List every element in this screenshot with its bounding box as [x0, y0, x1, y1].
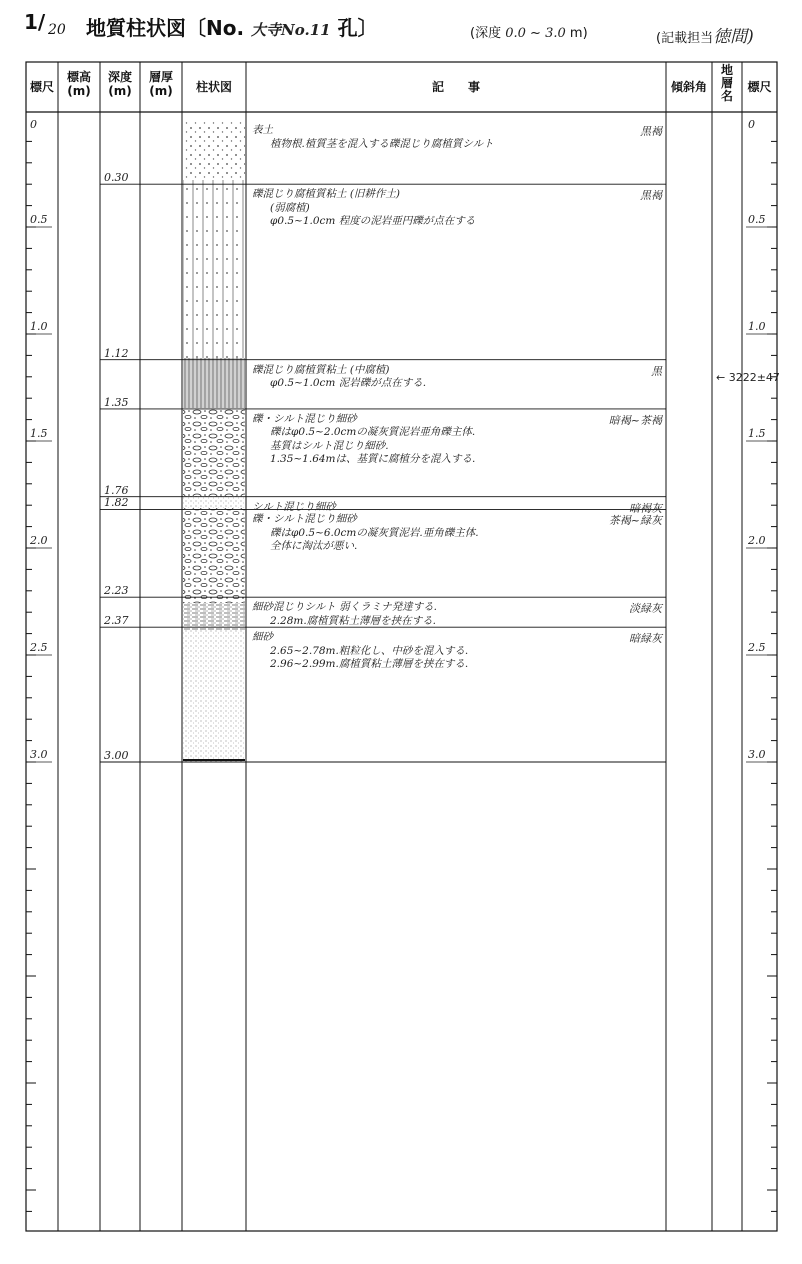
layer-depth: 3.00: [104, 749, 129, 762]
scale-denominator: 20: [48, 22, 66, 38]
layer-depth: 1.82: [104, 496, 129, 510]
col-scale: 標尺: [29, 80, 54, 94]
scale-label-left: 2.0: [30, 534, 48, 547]
layer-color: 黒褐: [640, 189, 662, 203]
hole-name: 大寺No.11: [251, 21, 331, 39]
scale-label-left: 3.0: [30, 748, 48, 761]
title-text: 地質柱状図〔No.: [86, 16, 245, 40]
layer-color: 暗褐灰: [629, 501, 662, 515]
layer-color: 黒褐: [640, 125, 662, 138]
depth-to: 3.0: [545, 26, 566, 41]
depth-tilde: ~: [530, 26, 541, 41]
layer-description-line: 細砂: [252, 631, 273, 644]
layer-description-line: 植物根.植質茎を混入する礫混じり腐植質シルト: [270, 137, 494, 150]
depth-from: 0.0: [505, 26, 526, 41]
layer-description-line: 全体に淘汰が悪い.: [270, 540, 358, 553]
layer-description-line: 礫・シルト混じり細砂: [252, 412, 357, 425]
layer-description-line: 礫混じり腐植質粘土 (中腐植): [252, 363, 390, 376]
layer-description-line: 2.96~2.99m.腐植質粘土薄層を挟在する.: [270, 658, 469, 671]
col-dip: 傾斜角: [670, 80, 707, 94]
scale-label-right: 0.5: [748, 213, 766, 226]
age-marker: ← 3222±47: [716, 371, 780, 384]
layer-depth: 2.23: [104, 584, 129, 598]
scale-label-right: 3.0: [748, 748, 766, 761]
scale-numerator: 1/: [24, 10, 46, 34]
layer-depth: 1.12: [104, 346, 129, 360]
layer-depth: 0.30: [104, 171, 129, 185]
col-depth: 深度 (m): [107, 70, 132, 98]
layer-description-line: 細砂混じりシルト 弱くラミナ発達する.: [252, 601, 437, 614]
depth-unit: m): [569, 26, 588, 41]
layer-color: 暗褐~茶褐: [608, 413, 662, 427]
layer-description-line: (弱腐植): [270, 201, 310, 214]
col-thickness: 層厚 (m): [148, 70, 173, 98]
col-description: 記 事: [431, 80, 480, 94]
layer-description-line: 礫混じり腐植質粘土 (旧耕作土): [252, 188, 401, 201]
layer-description-line: 表土: [252, 124, 273, 136]
layer-description-line: 礫はφ0.5~2.0cmの凝灰質泥岩亜角礫主体.: [270, 426, 476, 439]
layer-depth: 1.35: [104, 395, 129, 409]
layer-description-line: 1.35~1.64mは、基質に腐植分を混入する.: [270, 453, 476, 466]
layer-description-line: 基質はシルト混じり細砂.: [270, 439, 389, 452]
scale-label-right: 2.5: [748, 641, 766, 654]
scale-label-left: 0.5: [30, 213, 48, 226]
layer-description-line: 礫・シルト混じり細砂: [252, 513, 357, 526]
layer-description-line: φ0.5~1.0cm 泥岩礫が点在する.: [270, 377, 427, 390]
recorder-name: 徳間): [713, 27, 754, 47]
layer-description-line: φ0.5~1.0cm 程度の泥岩亜円礫が点在する: [270, 215, 476, 228]
col-elevation: 標高 (m): [66, 70, 91, 98]
scale-label-right: 0: [748, 118, 755, 131]
layer-color: 暗緑灰: [629, 632, 662, 646]
layer-description-line: 2.28m.腐植質粘土薄層を挟在する.: [270, 614, 437, 627]
layer-color: 黒: [651, 364, 662, 378]
scale-label-right: 2.0: [748, 534, 766, 547]
hole-suffix: 孔〕: [337, 16, 378, 40]
scale-label-right: 1.0: [748, 320, 766, 333]
col-scale-right: 標尺: [747, 80, 772, 94]
scale-label-left: 1.0: [30, 320, 48, 333]
col-log: 柱状図: [195, 80, 232, 94]
layer-color: 淡緑灰: [629, 602, 662, 616]
layer-description-line: 2.65~2.78m.粗粒化し、中砂を混入する.: [270, 644, 469, 657]
layer-description-line: 礫はφ0.5~6.0cmの凝灰質泥岩.亜角礫主体.: [270, 526, 479, 539]
layer-depth: 2.37: [104, 614, 129, 628]
layer-description-line: シルト混じり細砂: [252, 500, 336, 513]
scale-label-left: 0: [30, 118, 37, 131]
scale-label-left: 1.5: [30, 427, 48, 440]
scale-label-right: 1.5: [748, 427, 766, 440]
scale-label-left: 2.5: [30, 641, 48, 654]
recorder-label: (記載担当: [656, 31, 714, 46]
depth-label: (深度: [470, 26, 502, 41]
layer-depth: 1.76: [104, 483, 129, 497]
col-stratum: 地 層 名: [720, 63, 733, 103]
layer-color: 茶褐~緑灰: [608, 514, 662, 528]
